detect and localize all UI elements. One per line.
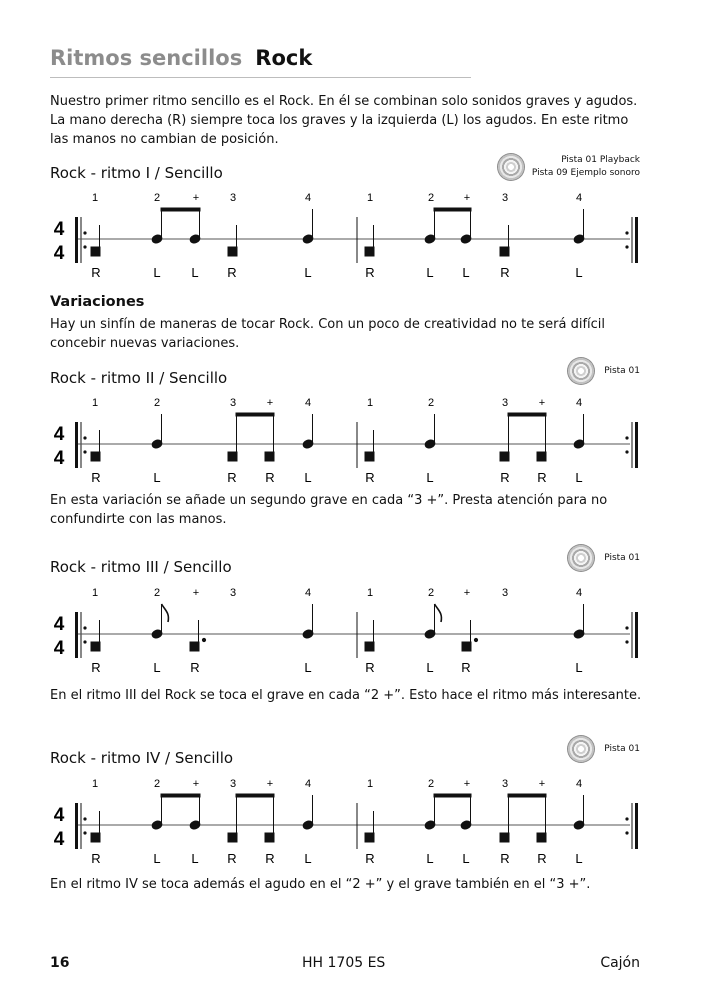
catalog-code: HH 1705 ES bbox=[302, 955, 386, 971]
count-label: 4 bbox=[304, 397, 312, 409]
hand-label: L bbox=[153, 470, 161, 485]
eighth-beam bbox=[161, 208, 200, 211]
count-label: 4 bbox=[575, 778, 583, 790]
hand-label: R bbox=[537, 851, 547, 866]
count-label: 3 bbox=[501, 587, 509, 599]
hand-label: R bbox=[227, 265, 237, 280]
page-title-section: Ritmos sencillos bbox=[50, 46, 243, 70]
hand-label: L bbox=[462, 265, 470, 280]
count-label: 4 bbox=[304, 587, 312, 599]
time-signature-bottom: 4 bbox=[53, 829, 65, 850]
bass-note bbox=[365, 452, 374, 461]
title-underline bbox=[50, 77, 471, 78]
hand-label: L bbox=[575, 470, 583, 485]
repeat-dot bbox=[625, 817, 628, 820]
count-label: 3 bbox=[501, 778, 509, 790]
repeat-dot bbox=[83, 831, 86, 834]
book-title: Cajón bbox=[600, 955, 640, 971]
eighth-beam bbox=[434, 794, 471, 797]
page-title-topic: Rock bbox=[255, 46, 313, 70]
bass-note bbox=[190, 642, 199, 651]
hand-label: L bbox=[426, 851, 434, 866]
hand-label: R bbox=[365, 470, 375, 485]
bass-note bbox=[91, 452, 100, 461]
rhythm-1-notation bbox=[0, 185, 707, 285]
count-label: 1 bbox=[91, 192, 99, 204]
rhythm-2-description: En esta variación se añade un segundo grave en cada “3 +”. Presta atención para no confundirte con las manos. bbox=[50, 493, 608, 527]
count-label: 4 bbox=[575, 397, 583, 409]
hand-label: R bbox=[537, 470, 547, 485]
bass-note bbox=[365, 833, 374, 842]
variaciones-heading: Variaciones bbox=[50, 294, 145, 310]
count-label: 3 bbox=[229, 778, 237, 790]
hand-label: L bbox=[462, 851, 470, 866]
count-label: 3 bbox=[229, 587, 237, 599]
cd-icon bbox=[567, 735, 595, 763]
bass-note bbox=[500, 247, 509, 256]
page-title bbox=[50, 46, 312, 70]
audio-track-line: Pista 01 bbox=[604, 366, 640, 376]
count-label: 3 bbox=[501, 192, 509, 204]
count-label: 4 bbox=[575, 192, 583, 204]
hand-label: L bbox=[191, 851, 199, 866]
repeat-end-thick-bar bbox=[635, 803, 638, 849]
repeat-dot bbox=[625, 626, 628, 629]
count-label: + bbox=[192, 778, 200, 790]
hand-label: L bbox=[153, 265, 161, 280]
count-label: + bbox=[463, 778, 471, 790]
cd-icon bbox=[567, 357, 595, 385]
time-signature-top: 4 bbox=[53, 805, 65, 826]
hand-label: L bbox=[426, 265, 434, 280]
hand-label: L bbox=[304, 851, 312, 866]
audio-track-info bbox=[604, 365, 640, 378]
bass-note bbox=[265, 452, 274, 461]
audio-track-line: Pista 01 bbox=[604, 553, 640, 563]
count-label: 3 bbox=[501, 397, 509, 409]
rhythm-2-title: Rock - ritmo II / Sencillo bbox=[50, 369, 228, 387]
rhythm-4-title: Rock - ritmo IV / Sencillo bbox=[50, 749, 234, 767]
eighth-beam bbox=[508, 413, 546, 416]
count-label: + bbox=[463, 587, 471, 599]
count-label: 1 bbox=[366, 778, 374, 790]
audio-track-info bbox=[532, 154, 640, 180]
hand-label: L bbox=[153, 660, 161, 675]
count-label: 2 bbox=[427, 778, 435, 790]
bass-note bbox=[500, 452, 509, 461]
hand-label: L bbox=[191, 265, 199, 280]
hand-label: L bbox=[153, 851, 161, 866]
cd-icon bbox=[497, 153, 525, 181]
count-label: 2 bbox=[153, 192, 161, 204]
hand-label: R bbox=[227, 851, 237, 866]
repeat-start-thick-bar bbox=[75, 803, 78, 849]
hand-label: L bbox=[426, 470, 434, 485]
repeat-dot bbox=[625, 245, 628, 248]
count-label: 4 bbox=[304, 192, 312, 204]
bass-note bbox=[365, 247, 374, 256]
repeat-dot bbox=[83, 450, 86, 453]
hand-label: R bbox=[91, 470, 101, 485]
hand-label: R bbox=[91, 851, 101, 866]
repeat-end-thick-bar bbox=[635, 217, 638, 263]
audio-track-line: Pista 09 Ejemplo sonoro bbox=[531, 168, 640, 178]
count-label: 1 bbox=[91, 587, 99, 599]
audio-track-line: Pista 01 bbox=[604, 744, 640, 754]
count-label: 2 bbox=[153, 397, 161, 409]
hand-label: R bbox=[91, 660, 101, 675]
variaciones-paragraph: Hay un sinfín de maneras de tocar Rock. Con un poco de creatividad no te será difícil concebir nuevas variaciones. bbox=[50, 317, 606, 351]
count-label: 1 bbox=[366, 397, 374, 409]
hand-label: R bbox=[265, 851, 275, 866]
eighth-beam bbox=[434, 208, 471, 211]
bass-note bbox=[228, 247, 237, 256]
bass-note bbox=[91, 642, 100, 651]
rhythm-4-description: En el ritmo IV se toca además el agudo en el “2 +” y el grave también en el “3 +”. bbox=[50, 877, 591, 892]
count-label: + bbox=[266, 397, 274, 409]
eighth-beam bbox=[236, 413, 274, 416]
repeat-dot bbox=[625, 831, 628, 834]
time-signature-bottom: 4 bbox=[53, 243, 65, 264]
repeat-dot bbox=[625, 231, 628, 234]
hand-label: R bbox=[500, 470, 510, 485]
audio-track-info bbox=[604, 552, 640, 565]
eighth-flag bbox=[435, 604, 442, 622]
bass-note bbox=[265, 833, 274, 842]
rhythm-2-notation bbox=[0, 390, 707, 490]
bass-note bbox=[537, 452, 546, 461]
eighth-beam bbox=[236, 794, 274, 797]
repeat-dot bbox=[625, 450, 628, 453]
count-label: 4 bbox=[575, 587, 583, 599]
hand-label: L bbox=[304, 470, 312, 485]
repeat-end-thick-bar bbox=[635, 612, 638, 658]
time-signature-top: 4 bbox=[53, 614, 65, 635]
repeat-dot bbox=[83, 436, 86, 439]
count-label: 2 bbox=[153, 587, 161, 599]
hand-label: R bbox=[227, 470, 237, 485]
repeat-dot bbox=[83, 231, 86, 234]
rhythm-3-title: Rock - ritmo III / Sencillo bbox=[50, 558, 232, 576]
hand-label: L bbox=[426, 660, 434, 675]
count-label: + bbox=[192, 587, 200, 599]
bass-note bbox=[228, 833, 237, 842]
bass-note bbox=[365, 642, 374, 651]
eighth-flag bbox=[162, 604, 169, 622]
time-signature-bottom: 4 bbox=[53, 638, 65, 659]
count-label: + bbox=[266, 778, 274, 790]
rhythm-1-title: Rock - ritmo I / Sencillo bbox=[50, 164, 223, 182]
time-signature-top: 4 bbox=[53, 219, 65, 240]
time-signature-top: 4 bbox=[53, 424, 65, 445]
bass-note bbox=[91, 247, 100, 256]
count-label: + bbox=[538, 778, 546, 790]
repeat-dot bbox=[625, 436, 628, 439]
repeat-dot bbox=[625, 640, 628, 643]
repeat-end-thick-bar bbox=[635, 422, 638, 468]
hand-label: L bbox=[575, 265, 583, 280]
count-label: 2 bbox=[427, 192, 435, 204]
repeat-start-thick-bar bbox=[75, 422, 78, 468]
repeat-dot bbox=[83, 640, 86, 643]
cd-icon bbox=[567, 544, 595, 572]
hand-label: L bbox=[575, 660, 583, 675]
count-label: 1 bbox=[91, 778, 99, 790]
repeat-dot bbox=[83, 626, 86, 629]
eighth-beam bbox=[161, 794, 200, 797]
count-label: 2 bbox=[427, 587, 435, 599]
bass-note bbox=[500, 833, 509, 842]
count-label: 3 bbox=[229, 397, 237, 409]
bass-note bbox=[462, 642, 471, 651]
time-signature-bottom: 4 bbox=[53, 448, 65, 469]
bass-note bbox=[537, 833, 546, 842]
hand-label: L bbox=[575, 851, 583, 866]
page-number: 16 bbox=[50, 955, 70, 971]
hand-label: R bbox=[461, 660, 471, 675]
rhythm-3-notation bbox=[0, 580, 707, 680]
audio-track-info bbox=[604, 743, 640, 756]
bass-note bbox=[228, 452, 237, 461]
hand-label: R bbox=[365, 851, 375, 866]
hand-label: L bbox=[304, 265, 312, 280]
eighth-beam bbox=[508, 794, 546, 797]
count-label: 1 bbox=[91, 397, 99, 409]
hand-label: L bbox=[304, 660, 312, 675]
rhythm-3-description: En el ritmo III del Rock se toca el grave en cada “2 +”. Esto hace el ritmo más interesante. bbox=[50, 688, 642, 703]
count-label: + bbox=[192, 192, 200, 204]
hand-label: R bbox=[365, 265, 375, 280]
count-label: 4 bbox=[304, 778, 312, 790]
repeat-dot bbox=[83, 245, 86, 248]
hand-label: R bbox=[91, 265, 101, 280]
count-label: 1 bbox=[366, 587, 374, 599]
repeat-start-thick-bar bbox=[75, 612, 78, 658]
dotted-note-dot bbox=[202, 638, 205, 641]
hand-label: R bbox=[190, 660, 200, 675]
rhythm-4-notation bbox=[0, 771, 707, 871]
count-label: + bbox=[463, 192, 471, 204]
hand-label: R bbox=[500, 265, 510, 280]
hand-label: R bbox=[265, 470, 275, 485]
count-label: 2 bbox=[427, 397, 435, 409]
count-label: 1 bbox=[366, 192, 374, 204]
repeat-dot bbox=[83, 817, 86, 820]
audio-track-line: Pista 01 Playback bbox=[561, 155, 640, 165]
count-label: 2 bbox=[153, 778, 161, 790]
count-label: 3 bbox=[229, 192, 237, 204]
hand-label: R bbox=[365, 660, 375, 675]
dotted-note-dot bbox=[474, 638, 477, 641]
intro-paragraph: Nuestro primer ritmo sencillo es el Rock. En él se combinan solo sonidos graves y agudos. La mano derecha (R) siempre toca los graves y la izquierda (L) los agudos. En este ritmo las manos no cambian de posición. bbox=[50, 94, 638, 147]
hand-label: R bbox=[500, 851, 510, 866]
bass-note bbox=[91, 833, 100, 842]
repeat-start-thick-bar bbox=[75, 217, 78, 263]
count-label: + bbox=[538, 397, 546, 409]
